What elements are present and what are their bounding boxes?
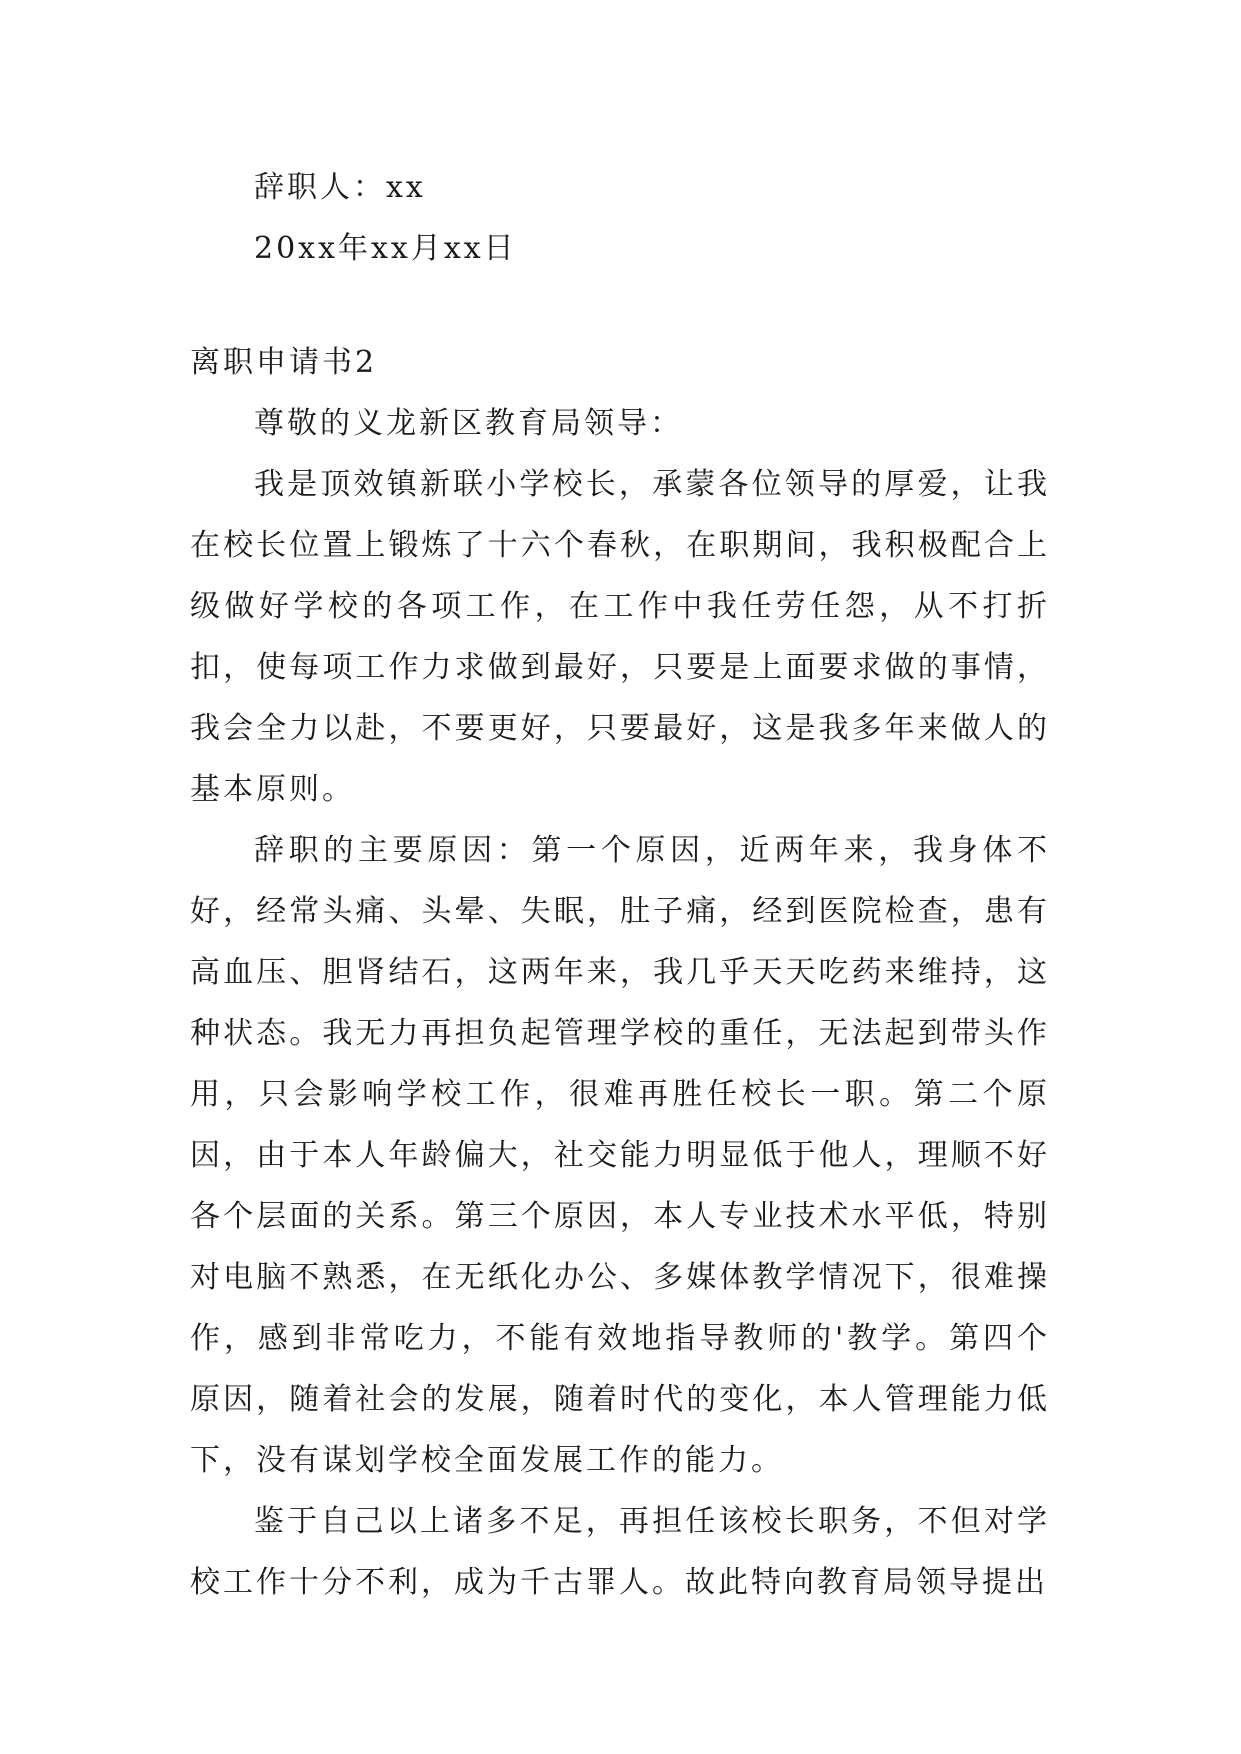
paragraph-intro: 我是顶效镇新联小学校长，承蒙各位领导的厚爱，让我在校长位置上锻炼了十六个春秋，在职期间，我积极配合上级做好学校的各项工作，在工作中我任劳任怨，从不打折扣，使每项工作力求做到最好，只要是上面要求做的事情，我会全力以赴，不要更好，只要最好，这是我多年来做人的基本原则。: [190, 467, 1050, 807]
signature-block: [190, 157, 1050, 279]
paragraph-conclusion: 鉴于自己以上诸多不足，再担任该校长职务，不但对学校工作十分不利，成为千古罪人。故此特向教育局领导提出: [190, 1504, 1050, 1600]
section-title: 离职申请书2: [190, 345, 378, 380]
date-line: 20xx年xx月xx日: [254, 231, 517, 266]
letter-body: [190, 393, 1050, 1613]
resigner-line: 辞职人：xx: [254, 170, 426, 205]
salutation: 尊敬的义龙新区教育局领导：: [254, 406, 683, 441]
paragraph-reasons: 辞职的主要原因：第一个原因，近两年来，我身体不好，经常头痛、头晕、失眠，肚子痛，经到医院检查，患有高血压、胆肾结石，这两年来，我几乎天天吃药来维持，这种状态。我无力再担负起管理学校的重任，无法起到带头作用，只会影响学校工作，很难再胜任校长一职。第二个原因，由于本人年龄偏大，社交能力明显低于他人，理顺不好各个层面的关系。第三个原因，本人专业技术水平低，特别对电脑不熟悉，在无纸化办公、多媒体教学情况下，很难操作，感到非常吃力，不能有效地指导教师的'教学。第四个原因，随着社会的发展，随着时代的变化，本人管理能力低下，没有谋划学校全面发展工作的能力。: [190, 833, 1050, 1478]
